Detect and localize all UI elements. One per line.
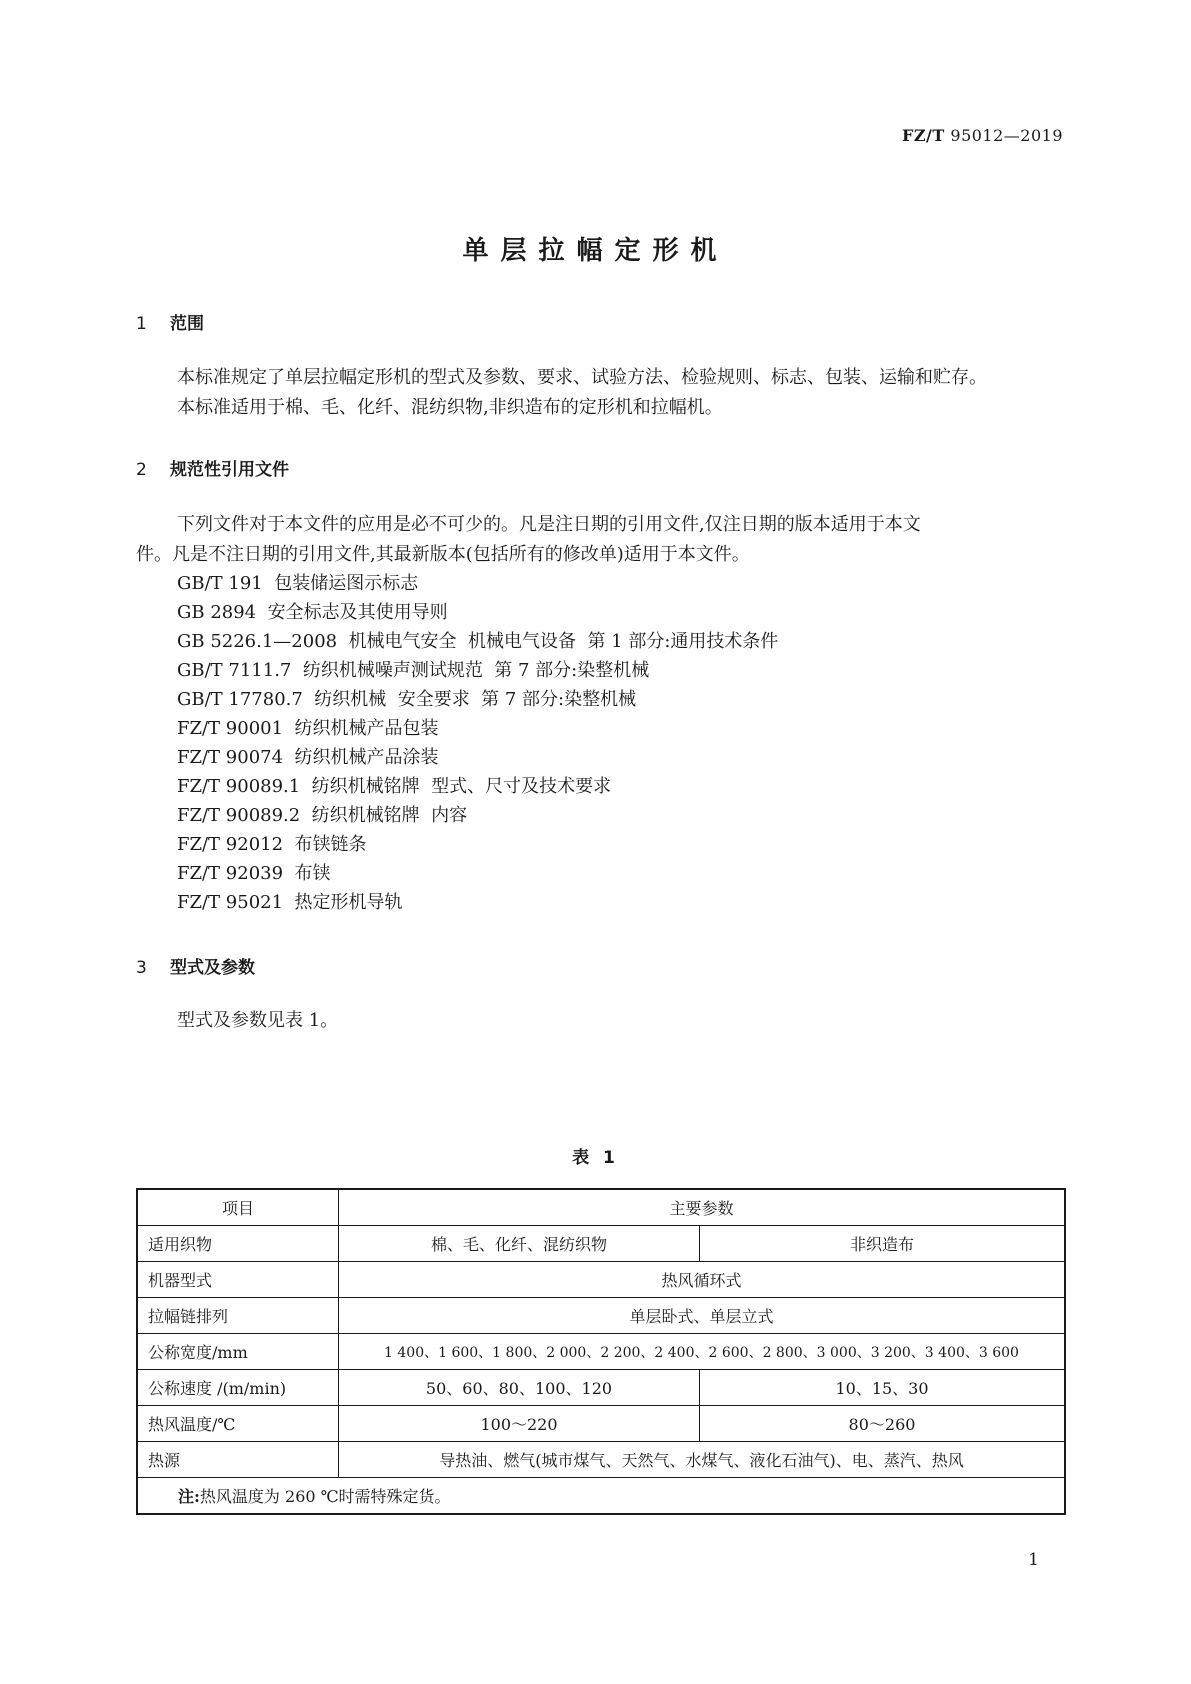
reference-item: FZ/T 92039 布铗: [177, 863, 331, 884]
reference-item: GB/T 17780.7 纺织机械 安全要求 第 7 部分:染整机械: [177, 689, 637, 710]
header-cell-params: 主要参数: [339, 1189, 1066, 1226]
standard-code-number: 95012—2019: [944, 126, 1063, 145]
row-label: 适用织物: [137, 1226, 339, 1262]
note-text: 热风温度为 260 ℃时需特殊定货。: [199, 1487, 451, 1506]
row-value-a: 100～220: [339, 1406, 700, 1442]
page-number: 1: [1028, 1550, 1039, 1570]
row-value: 导热油、燃气(城市煤气、天然气、水煤气、液化石油气)、电、蒸汽、热风: [339, 1442, 1066, 1478]
section-title: 范围: [170, 314, 204, 334]
section-3-heading: [136, 953, 255, 978]
row-value-a: 棉、毛、化纤、混纺织物: [339, 1226, 700, 1262]
row-label: 机器型式: [137, 1262, 339, 1298]
header-cell-item: 项目: [137, 1189, 339, 1226]
table-row: [137, 1262, 1065, 1298]
section-number: 2: [136, 460, 147, 480]
reference-item: FZ/T 90001 纺织机械产品包装: [177, 718, 439, 739]
row-value-b: 非织造布: [700, 1226, 1066, 1262]
table-row: [137, 1226, 1065, 1262]
note-label: 注:: [178, 1487, 200, 1506]
reference-item: FZ/T 90089.2 纺织机械铭牌 内容: [177, 805, 468, 826]
table-note: [137, 1478, 1065, 1515]
row-value-b: 10、15、30: [700, 1370, 1066, 1406]
reference-item: GB 5226.1—2008 机械电气安全 机械电气设备 第 1 部分:通用技术条件: [177, 631, 779, 652]
document-title: 单层拉幅定形机: [462, 236, 729, 266]
parameters-table: [136, 1188, 1066, 1515]
reference-item: FZ/T 90074 纺织机械产品涂装: [177, 747, 439, 768]
types-paragraph: 型式及参数见表 1。: [177, 1010, 339, 1031]
references-intro-line-2: 件。凡是不注日期的引用文件,其最新版本(包括所有的修改单)适用于本文件。: [136, 544, 750, 565]
reference-item: FZ/T 90089.1 纺织机械铭牌 型式、尺寸及技术要求: [177, 776, 612, 797]
reference-item: FZ/T 95021 热定形机导轨: [177, 892, 403, 913]
row-label: 拉幅链排列: [137, 1298, 339, 1334]
section-1-heading: [136, 309, 204, 334]
scope-paragraph-1: 本标准规定了单层拉幅定形机的型式及参数、要求、试验方法、检验规则、标志、包装、运输和贮存。: [177, 367, 987, 388]
table-row: [137, 1298, 1065, 1334]
scope-paragraph-2: 本标准适用于棉、毛、化纤、混纺织物,非织造布的定形机和拉幅机。: [177, 397, 723, 418]
reference-item: GB/T 191 包装储运图示标志: [177, 573, 419, 594]
table-row: [137, 1370, 1065, 1406]
standard-code-prefix: FZ/T: [902, 126, 945, 145]
reference-item: FZ/T 92012 布铗链条: [177, 834, 367, 855]
reference-item: GB/T 7111.7 纺织机械噪声测试规范 第 7 部分:染整机械: [177, 660, 650, 681]
table-row: [137, 1406, 1065, 1442]
row-value-b: 80～260: [700, 1406, 1066, 1442]
row-label: 公称宽度/mm: [137, 1334, 339, 1370]
section-number: 3: [136, 958, 147, 978]
section-2-heading: [136, 455, 289, 480]
row-value-a: 50、60、80、100、120: [339, 1370, 700, 1406]
standard-code: [902, 126, 1063, 145]
row-label: 公称速度 /(m/min): [137, 1370, 339, 1406]
row-value: 单层卧式、单层立式: [339, 1298, 1066, 1334]
table-row: [137, 1442, 1065, 1478]
row-value: 热风循环式: [339, 1262, 1066, 1298]
row-label: 热风温度/℃: [137, 1406, 339, 1442]
table-caption: 表 1: [572, 1148, 619, 1168]
table-header-row: [137, 1189, 1065, 1226]
row-label: 热源: [137, 1442, 339, 1478]
section-number: 1: [136, 314, 147, 334]
table-row: [137, 1334, 1065, 1370]
references-intro-line-1: 下列文件对于本文件的应用是必不可少的。凡是注日期的引用文件,仅注日期的版本适用于本文: [177, 514, 921, 535]
table-note-row: [137, 1478, 1065, 1515]
section-title: 型式及参数: [170, 958, 255, 978]
row-value: 1 400、1 600、1 800、2 000、2 200、2 400、2 600、2 800、3 000、3 200、3 400、3 600: [339, 1334, 1066, 1370]
reference-item: GB 2894 安全标志及其使用导则: [177, 602, 448, 623]
section-title: 规范性引用文件: [170, 460, 289, 480]
